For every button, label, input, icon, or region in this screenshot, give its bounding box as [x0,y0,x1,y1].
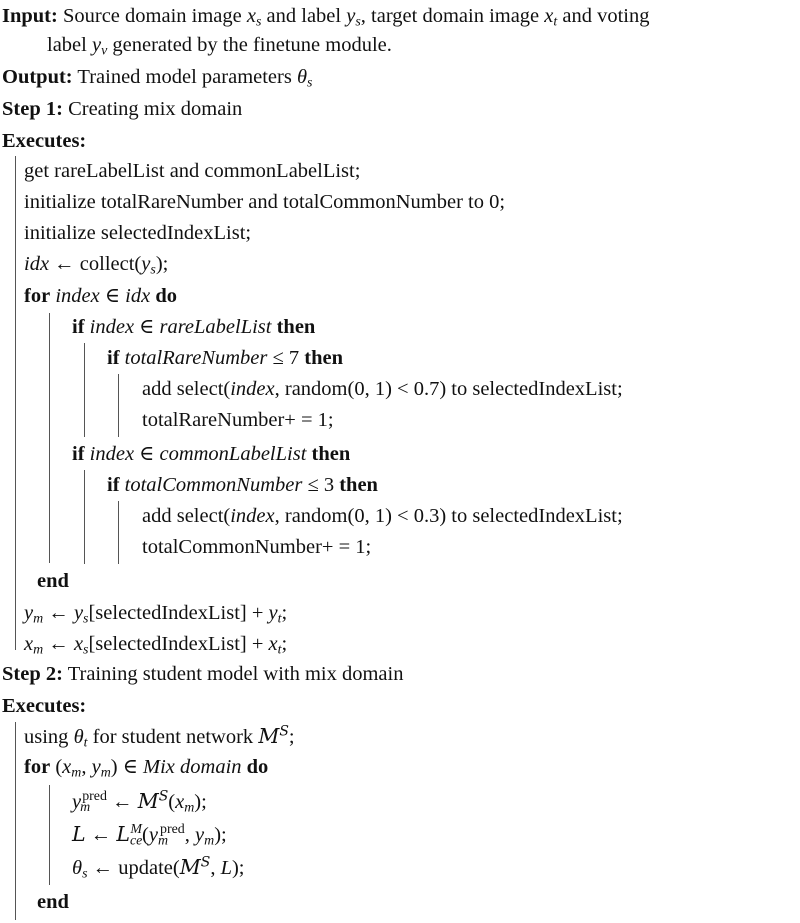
step2-heading: Step 2: Training student model with mix domain [2,663,404,685]
step2-executes: Executes: [2,695,87,717]
math-xs: $x_s$ [246,5,262,30]
output-label: Output: [2,66,73,88]
code-line: initialize selectedIndexList; [24,222,252,244]
math-ys: $y_s$ [346,5,361,30]
loss-line: L ← $L_{ce}^M(y_m^{pred}$, $y_m$); [72,822,227,849]
code-line: initialize totalRareNumber and totalCommonNumber to 0; [24,191,506,213]
code-line-idx: idx ← $collect(y_s)$; [24,253,169,278]
xm-line: $x_m$ ← $x_s[selectedIndexList] + x_t$; [24,633,288,658]
block-bar-for2 [49,785,50,885]
if-rare-count-line: if totalRareNumber ≤ 7 then [107,347,344,369]
block-bar-if2 [84,470,85,564]
block-bar-if2a [118,501,119,564]
if-common-line: if index ∈ commonLabelList then [72,443,351,465]
input-line: Input: Source domain image $x_s$ and label $y_s$, target domain image $x_t$ and voting [2,5,650,30]
if-rare-line: if index ∈ rareLabelList then [72,316,316,338]
end-for2: end [37,891,69,913]
if-common-count-line: if totalCommonNumber ≤ 3 then [107,474,378,496]
step1-heading: Step 1: Creating mix domain [2,98,243,120]
block-bar-level1 [15,156,16,650]
using-line: using $\theta_t$ for student network $M^S$; [24,723,295,751]
output-line: Output: Trained model parameters $\theta_s$ [2,66,313,91]
inc-rare-line: totalRareNumber+ = 1; [142,409,334,431]
end-for: end [37,570,69,592]
add-rare-line: add select(index, random(0, 1) < 0.7) to selectedIndexList; [142,378,623,400]
block-bar-if1a [118,374,119,437]
input-line-2: label $y_v$ generated by the finetune module. [47,34,392,59]
pred-line: $y_m^{pred}$ ← $M^S(x_m)$; [72,788,207,816]
code-line: get rareLabelList and commonLabelList; [24,160,361,182]
block-bar-if1 [84,343,85,437]
update-line: $\theta_s$ ← $update(M^S$, L); [72,854,245,882]
math-yv: $y_v$ [91,34,108,59]
math-xt: $x_t$ [544,5,558,30]
ym-line: $y_m$ ← $y_s[selectedIndexList] + y_t$; [24,602,288,627]
inc-common-line: totalCommonNumber+ = 1; [142,536,372,558]
block-bar-for [49,313,50,563]
add-common-line: add select(index, random(0, 1) < 0.3) to selectedIndexList; [142,505,623,527]
for2-line: for ($x_m$, $y_m$) ∈ Mix domain do [24,756,269,781]
for-line: for index ∈ idx do [24,285,177,307]
math-theta-s: $\theta_s$ [296,66,313,91]
block-bar-step2 [15,722,16,920]
input-label: Input: [2,5,58,27]
step1-executes: Executes: [2,130,87,152]
